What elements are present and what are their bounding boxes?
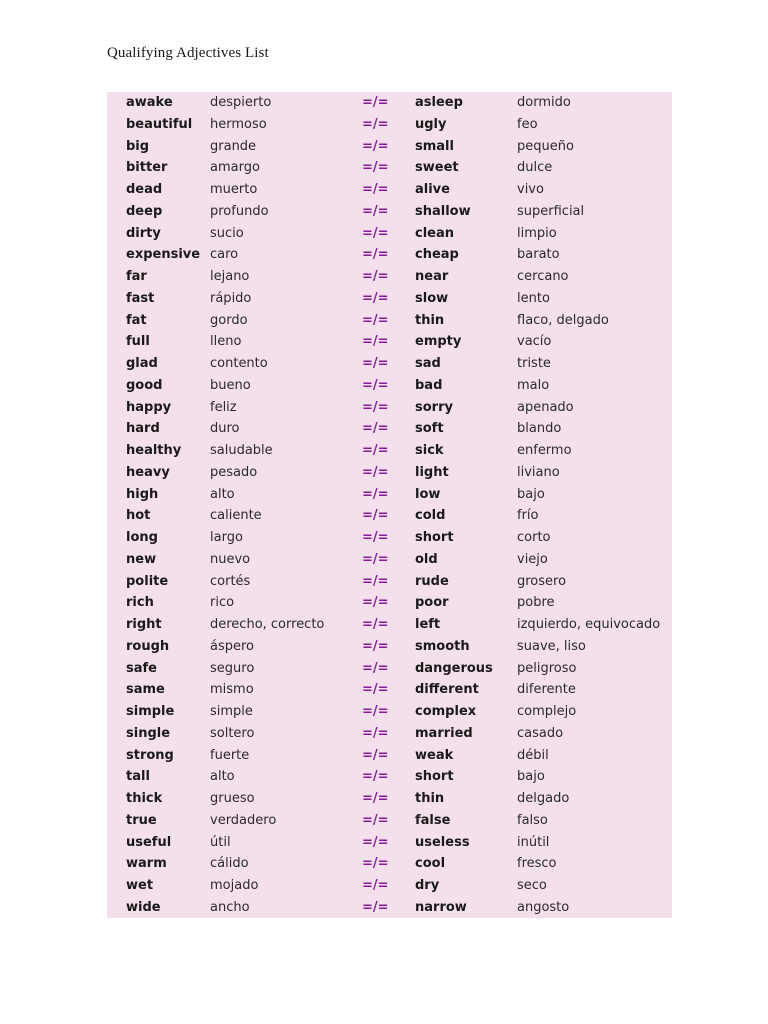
antonym-separator: =/= — [362, 595, 389, 611]
spanish-translation: lleno — [210, 334, 242, 350]
table-row — [107, 658, 672, 680]
english-antonym: cool — [415, 856, 446, 872]
table-row — [107, 484, 672, 506]
spanish-antonym-translation: grosero — [517, 573, 567, 589]
english-adjective: full — [126, 334, 150, 350]
english-antonym: alive — [415, 182, 450, 197]
table-row — [107, 201, 672, 223]
spanish-translation: amargo — [210, 160, 260, 176]
table-row — [107, 505, 672, 527]
english-antonym: low — [415, 486, 441, 502]
antonym-separator: =/= — [362, 116, 389, 132]
adjectives-table — [107, 92, 672, 918]
spanish-translation: fuerte — [210, 747, 250, 763]
antonym-separator: =/= — [362, 638, 389, 654]
table-row — [107, 179, 672, 201]
english-adjective: awake — [126, 95, 173, 110]
spanish-translation: profundo — [210, 203, 269, 219]
english-adjective: new — [126, 551, 157, 567]
spanish-translation: ancho — [210, 899, 250, 915]
spanish-antonym-translation: barato — [517, 247, 560, 263]
spanish-translation: pesado — [210, 464, 258, 480]
spanish-antonym-translation: casado — [517, 725, 564, 741]
table-row — [107, 723, 672, 745]
spanish-translation: alto — [210, 486, 235, 502]
english-adjective: fast — [126, 290, 155, 306]
english-antonym: empty — [415, 334, 462, 350]
table-row — [107, 897, 672, 919]
spanish-antonym-translation: blando — [517, 421, 562, 437]
english-antonym: slow — [415, 290, 449, 306]
antonym-separator: =/= — [362, 508, 389, 524]
spanish-translation: despierto — [210, 95, 272, 110]
english-antonym: false — [415, 812, 451, 828]
antonym-separator: =/= — [362, 551, 389, 567]
spanish-translation: rico — [210, 595, 235, 611]
antonym-separator: =/= — [362, 617, 389, 632]
spanish-translation: mismo — [210, 682, 254, 698]
english-antonym: smooth — [415, 638, 470, 654]
english-antonym: rude — [415, 573, 449, 589]
antonym-separator: =/= — [362, 160, 389, 176]
english-adjective: strong — [126, 747, 174, 763]
spanish-antonym-translation: seco — [517, 878, 547, 893]
spanish-translation: derecho, correcto — [210, 617, 325, 632]
spanish-antonym-translation: suave, liso — [517, 638, 586, 654]
spanish-antonym-translation: corto — [517, 530, 551, 545]
antonym-separator: =/= — [362, 182, 389, 197]
antonym-separator: =/= — [362, 95, 389, 110]
spanish-antonym-translation: flaco, delgado — [517, 312, 609, 328]
antonym-separator: =/= — [362, 290, 389, 306]
table-row — [107, 114, 672, 136]
antonym-separator: =/= — [362, 464, 389, 480]
spanish-translation: lejano — [210, 269, 250, 284]
english-adjective: dirty — [126, 225, 161, 241]
english-adjective: happy — [126, 399, 172, 415]
spanish-translation: cortés — [210, 573, 251, 589]
english-adjective: beautiful — [126, 116, 193, 132]
english-adjective: true — [126, 812, 157, 828]
table-row — [107, 331, 672, 353]
spanish-antonym-translation: viejo — [517, 551, 548, 567]
english-antonym: sweet — [415, 160, 459, 176]
spanish-antonym-translation: falso — [517, 812, 548, 828]
spanish-antonym-translation: limpio — [517, 225, 557, 241]
antonym-separator: =/= — [362, 747, 389, 763]
english-adjective: rich — [126, 595, 154, 611]
spanish-translation: soltero — [210, 725, 255, 741]
antonym-separator: =/= — [362, 399, 389, 415]
antonym-separator: =/= — [362, 769, 389, 785]
spanish-antonym-translation: feo — [517, 116, 538, 132]
english-adjective: wide — [126, 899, 161, 915]
spanish-translation: feliz — [210, 399, 237, 415]
table-row — [107, 766, 672, 788]
antonym-separator: =/= — [362, 812, 389, 828]
antonym-separator: =/= — [362, 421, 389, 437]
spanish-translation: áspero — [210, 638, 255, 654]
spanish-translation: grande — [210, 138, 257, 154]
spanish-translation: muerto — [210, 182, 258, 197]
spanish-antonym-translation: triste — [517, 356, 551, 371]
table-row — [107, 288, 672, 310]
spanish-translation: rápido — [210, 290, 252, 306]
english-adjective: fat — [126, 312, 147, 328]
spanish-antonym-translation: lento — [517, 290, 550, 306]
english-adjective: simple — [126, 704, 175, 719]
english-antonym: near — [415, 269, 449, 284]
english-antonym: shallow — [415, 203, 471, 219]
english-antonym: short — [415, 769, 454, 785]
spanish-antonym-translation: liviano — [517, 464, 560, 480]
antonym-separator: =/= — [362, 878, 389, 893]
spanish-antonym-translation: vacío — [517, 334, 552, 350]
spanish-antonym-translation: apenado — [517, 399, 574, 415]
english-antonym: light — [415, 464, 449, 480]
english-antonym: short — [415, 530, 454, 545]
spanish-translation: saludable — [210, 443, 273, 458]
spanish-translation: mojado — [210, 878, 259, 893]
english-adjective: polite — [126, 573, 169, 589]
english-antonym: cold — [415, 508, 446, 524]
english-antonym: thin — [415, 791, 445, 806]
spanish-antonym-translation: dulce — [517, 160, 553, 176]
english-adjective: useful — [126, 834, 172, 850]
english-adjective: high — [126, 486, 159, 502]
table-row — [107, 832, 672, 854]
antonym-separator: =/= — [362, 269, 389, 284]
spanish-antonym-translation: pequeño — [517, 138, 574, 154]
spanish-antonym-translation: cercano — [517, 269, 569, 284]
spanish-antonym-translation: débil — [517, 747, 549, 763]
table-row — [107, 92, 672, 114]
spanish-antonym-translation: frío — [517, 508, 539, 524]
table-row — [107, 353, 672, 375]
antonym-separator: =/= — [362, 138, 389, 154]
table-row — [107, 549, 672, 571]
english-adjective: hard — [126, 421, 160, 437]
spanish-translation: gordo — [210, 312, 248, 328]
spanish-translation: útil — [210, 834, 231, 850]
antonym-separator: =/= — [362, 725, 389, 741]
antonym-separator: =/= — [362, 377, 389, 393]
spanish-antonym-translation: delgado — [517, 791, 570, 806]
spanish-translation: nuevo — [210, 551, 251, 567]
english-antonym: clean — [415, 225, 455, 241]
spanish-antonym-translation: superficial — [517, 203, 585, 219]
spanish-antonym-translation: bajo — [517, 769, 545, 785]
english-adjective: healthy — [126, 443, 182, 458]
table-row — [107, 244, 672, 266]
english-antonym: small — [415, 138, 454, 154]
spanish-translation: simple — [210, 704, 253, 719]
english-adjective: heavy — [126, 464, 170, 480]
english-adjective: deep — [126, 203, 163, 219]
antonym-separator: =/= — [362, 791, 389, 806]
english-adjective: far — [126, 269, 147, 284]
antonym-separator: =/= — [362, 443, 389, 458]
antonym-separator: =/= — [362, 834, 389, 850]
spanish-translation: contento — [210, 356, 268, 371]
spanish-antonym-translation: pobre — [517, 595, 555, 611]
english-antonym: asleep — [415, 95, 463, 110]
antonym-separator: =/= — [362, 247, 389, 263]
antonym-separator: =/= — [362, 312, 389, 328]
english-antonym: sad — [415, 356, 441, 371]
english-antonym: old — [415, 551, 438, 567]
english-adjective: glad — [126, 356, 158, 371]
spanish-translation: bueno — [210, 377, 251, 393]
spanish-translation: largo — [210, 530, 243, 545]
spanish-antonym-translation: diferente — [517, 682, 576, 698]
english-adjective: warm — [126, 856, 167, 872]
table-row — [107, 375, 672, 397]
antonym-separator: =/= — [362, 225, 389, 241]
english-adjective: expensive — [126, 247, 201, 263]
table-row — [107, 679, 672, 701]
table-row — [107, 157, 672, 179]
table-row — [107, 571, 672, 593]
spanish-antonym-translation: enfermo — [517, 443, 572, 458]
english-antonym: different — [415, 682, 479, 698]
english-adjective: hot — [126, 508, 151, 524]
english-adjective: big — [126, 138, 150, 154]
spanish-antonym-translation: dormido — [517, 95, 571, 110]
spanish-antonym-translation: fresco — [517, 856, 557, 872]
english-antonym: thin — [415, 312, 445, 328]
table-row — [107, 745, 672, 767]
spanish-translation: cálido — [210, 856, 249, 872]
antonym-separator: =/= — [362, 660, 389, 676]
spanish-translation: hermoso — [210, 116, 267, 132]
english-antonym: bad — [415, 377, 443, 393]
english-adjective: wet — [126, 878, 154, 893]
english-antonym: left — [415, 617, 441, 632]
table-row — [107, 592, 672, 614]
spanish-translation: duro — [210, 421, 240, 437]
english-adjective: single — [126, 725, 171, 741]
spanish-translation: caliente — [210, 508, 262, 524]
spanish-translation: grueso — [210, 791, 255, 806]
antonym-separator: =/= — [362, 486, 389, 502]
english-antonym: dangerous — [415, 660, 493, 676]
table-row — [107, 810, 672, 832]
english-antonym: ugly — [415, 116, 447, 132]
table-row — [107, 636, 672, 658]
english-adjective: dead — [126, 182, 163, 197]
english-adjective: bitter — [126, 160, 168, 176]
table-row — [107, 266, 672, 288]
table-row — [107, 440, 672, 462]
table-row — [107, 310, 672, 332]
table-row — [107, 418, 672, 440]
table-row — [107, 462, 672, 484]
spanish-translation: alto — [210, 769, 235, 785]
english-antonym: complex — [415, 704, 477, 719]
spanish-translation: sucio — [210, 225, 244, 241]
english-antonym: married — [415, 725, 473, 741]
english-antonym: sick — [415, 443, 444, 458]
english-antonym: poor — [415, 595, 449, 611]
english-antonym: soft — [415, 421, 444, 437]
english-adjective: right — [126, 617, 162, 632]
english-adjective: rough — [126, 638, 170, 654]
antonym-separator: =/= — [362, 856, 389, 872]
table-row — [107, 701, 672, 723]
antonym-separator: =/= — [362, 203, 389, 219]
english-adjective: same — [126, 682, 165, 698]
document-title: Qualifying Adjectives List — [107, 45, 269, 61]
spanish-antonym-translation: vivo — [517, 182, 544, 197]
table-row — [107, 788, 672, 810]
spanish-antonym-translation: malo — [517, 377, 550, 393]
table-row — [107, 136, 672, 158]
spanish-translation: caro — [210, 247, 239, 263]
english-adjective: tall — [126, 769, 150, 785]
antonym-separator: =/= — [362, 356, 389, 371]
table-row — [107, 397, 672, 419]
table-row — [107, 875, 672, 897]
spanish-antonym-translation: peligroso — [517, 660, 577, 676]
spanish-antonym-translation: izquierdo, equivocado — [517, 617, 661, 632]
english-adjective: long — [126, 530, 158, 545]
antonym-separator: =/= — [362, 334, 389, 350]
table-row — [107, 223, 672, 245]
adjectives-rows — [107, 92, 672, 919]
english-antonym: sorry — [415, 399, 453, 415]
english-antonym: cheap — [415, 247, 459, 263]
english-adjective: good — [126, 377, 163, 393]
antonym-separator: =/= — [362, 899, 389, 915]
spanish-translation: verdadero — [210, 812, 277, 828]
antonym-separator: =/= — [362, 704, 389, 719]
english-antonym: useless — [415, 834, 470, 850]
table-row — [107, 614, 672, 636]
spanish-antonym-translation: complejo — [517, 704, 577, 719]
english-adjective: safe — [126, 660, 157, 676]
antonym-separator: =/= — [362, 530, 389, 545]
table-row — [107, 853, 672, 875]
english-adjective: thick — [126, 791, 163, 806]
spanish-translation: seguro — [210, 660, 255, 676]
spanish-antonym-translation: bajo — [517, 486, 545, 502]
english-antonym: narrow — [415, 899, 467, 915]
antonym-separator: =/= — [362, 573, 389, 589]
antonym-separator: =/= — [362, 682, 389, 698]
english-antonym: weak — [415, 747, 454, 763]
spanish-antonym-translation: angosto — [517, 899, 570, 915]
table-row — [107, 527, 672, 549]
english-antonym: dry — [415, 878, 440, 893]
spanish-antonym-translation: inútil — [517, 834, 550, 850]
